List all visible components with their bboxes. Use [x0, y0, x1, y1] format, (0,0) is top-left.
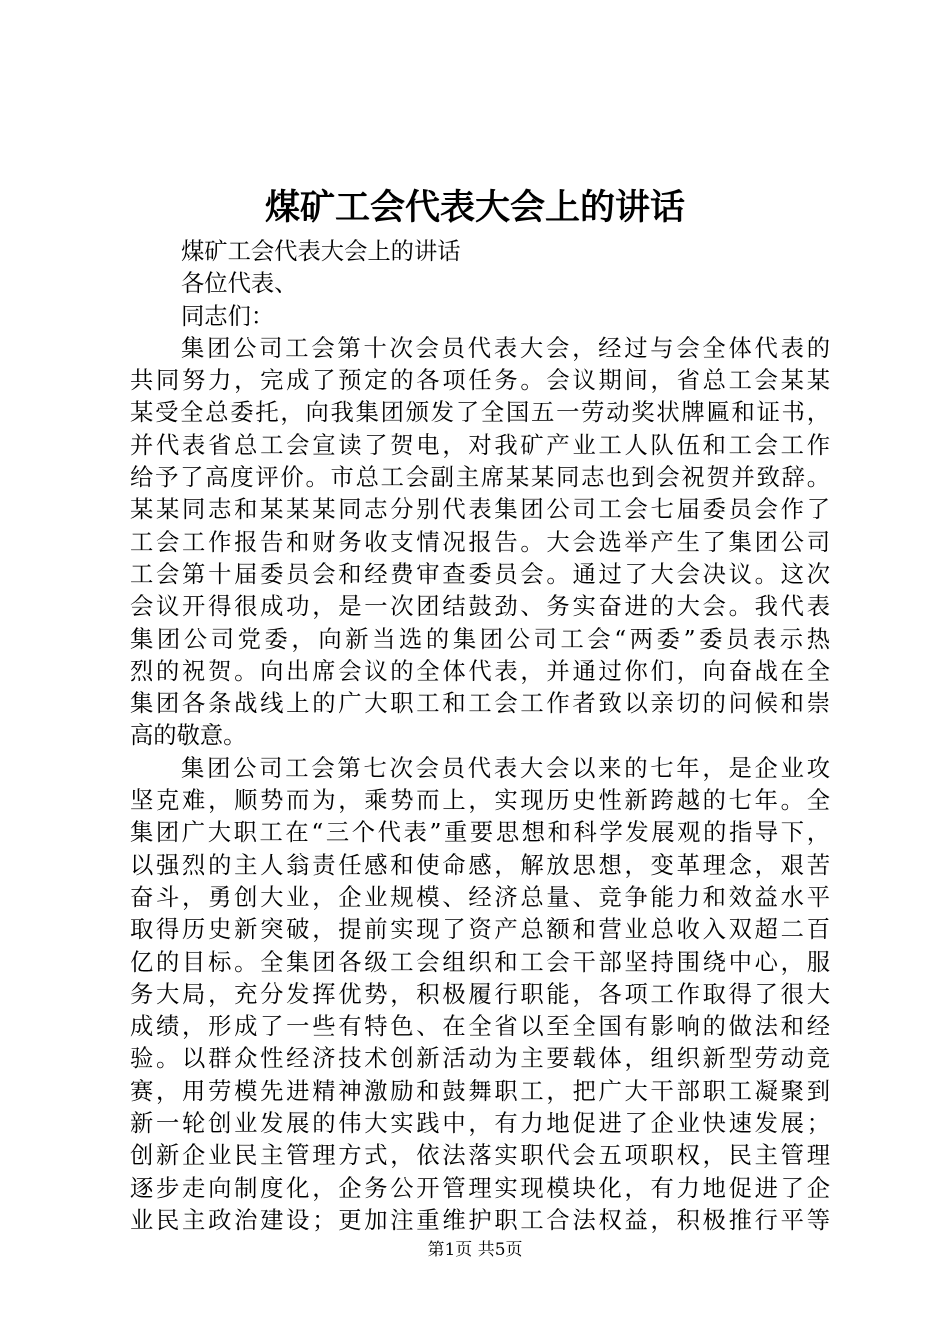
- text-line: 成绩，形成了一些有特色、在全省以至全国有影响的做法和经: [130, 1013, 830, 1041]
- text-line: 赛，用劳模先进精神激励和鼓舞职工，把广大干部职工凝聚到: [130, 1077, 830, 1105]
- text-line: 奋斗，勇创大业，企业规模、经济总量、竞争能力和效益水平: [130, 883, 830, 911]
- text-line: 同志们：: [181, 302, 275, 330]
- text-line: 取得历史新突破，提前实现了资产总额和营业总收入双超二百: [130, 916, 830, 944]
- text-line: 并代表省总工会宣读了贺电，对我矿产业工人队伍和工会工作: [130, 431, 830, 459]
- text-line: 给予了高度评价。市总工会副主席某某同志也到会祝贺并致辞。: [130, 464, 830, 492]
- text-line: 验。以群众性经济技术创新活动为主要载体，组织新型劳动竞: [130, 1045, 830, 1073]
- text-line: 集团公司工会第七次会员代表大会以来的七年，是企业攻: [181, 754, 830, 782]
- text-line: 某某同志和某某某同志分别代表集团公司工会七届委员会作了: [130, 496, 830, 524]
- text-line: 集团公司党委，向新当选的集团公司工会“两委”委员表示热: [130, 625, 830, 653]
- text-line: 烈的祝贺。向出席会议的全体代表，并通过你们，向奋战在全: [130, 657, 830, 685]
- text-line: 新一轮创业发展的伟大实践中，有力地促进了企业快速发展；: [130, 1110, 830, 1138]
- text-line: 高的敬意。: [130, 722, 247, 750]
- text-line: 集团广大职工在“三个代表”重要思想和科学发展观的指导下，: [130, 819, 830, 847]
- text-line: 会议开得很成功，是一次团结鼓劲、务实奋进的大会。我代表: [130, 593, 830, 621]
- text-line: 创新企业民主管理方式，依法落实职代会五项职权，民主管理: [130, 1142, 830, 1170]
- text-line: 工会工作报告和财务收支情况报告。大会选举产生了集团公司: [130, 528, 830, 556]
- text-line: 坚克难，顺势而为，乘势而上，实现历史性新跨越的七年。全: [130, 787, 830, 815]
- page-footer: 第1页 共5页: [427, 1240, 523, 1260]
- text-line: 集团各条战线上的广大职工和工会工作者致以亲切的问候和崇: [130, 690, 830, 718]
- text-line: 煤矿工会代表大会上的讲话: [181, 238, 461, 265]
- text-line: 业民主政治建设；更加注重维护职工合法权益，积极推行平等: [130, 1206, 830, 1234]
- document-title: 煤矿工会代表大会上的讲话: [264, 187, 685, 228]
- text-line: 逐步走向制度化，企务公开管理实现模块化，有力地促进了企: [130, 1174, 830, 1202]
- text-line: 各位代表、: [181, 270, 298, 298]
- text-line: 某受全总委托，向我集团颁发了全国五一劳动奖状牌匾和证书，: [130, 399, 830, 427]
- document-body: [130, 236, 830, 1237]
- text-line: 工会第十届委员会和经费审查委员会。通过了大会决议。这次: [130, 560, 830, 588]
- text-line: 以强烈的主人翁责任感和使命感，解放思想，变革理念，艰苦: [130, 851, 830, 879]
- text-line: 集团公司工会第十次会员代表大会，经过与会全体代表的: [181, 334, 830, 362]
- text-line: 亿的目标。全集团各级工会组织和工会干部坚持围绕中心，服: [130, 948, 830, 976]
- text-line: 务大局，充分发挥优势，积极履行职能，各项工作取得了很大: [130, 980, 830, 1008]
- text-line: 共同努力，完成了预定的各项任务。会议期间，省总工会某某: [130, 367, 830, 395]
